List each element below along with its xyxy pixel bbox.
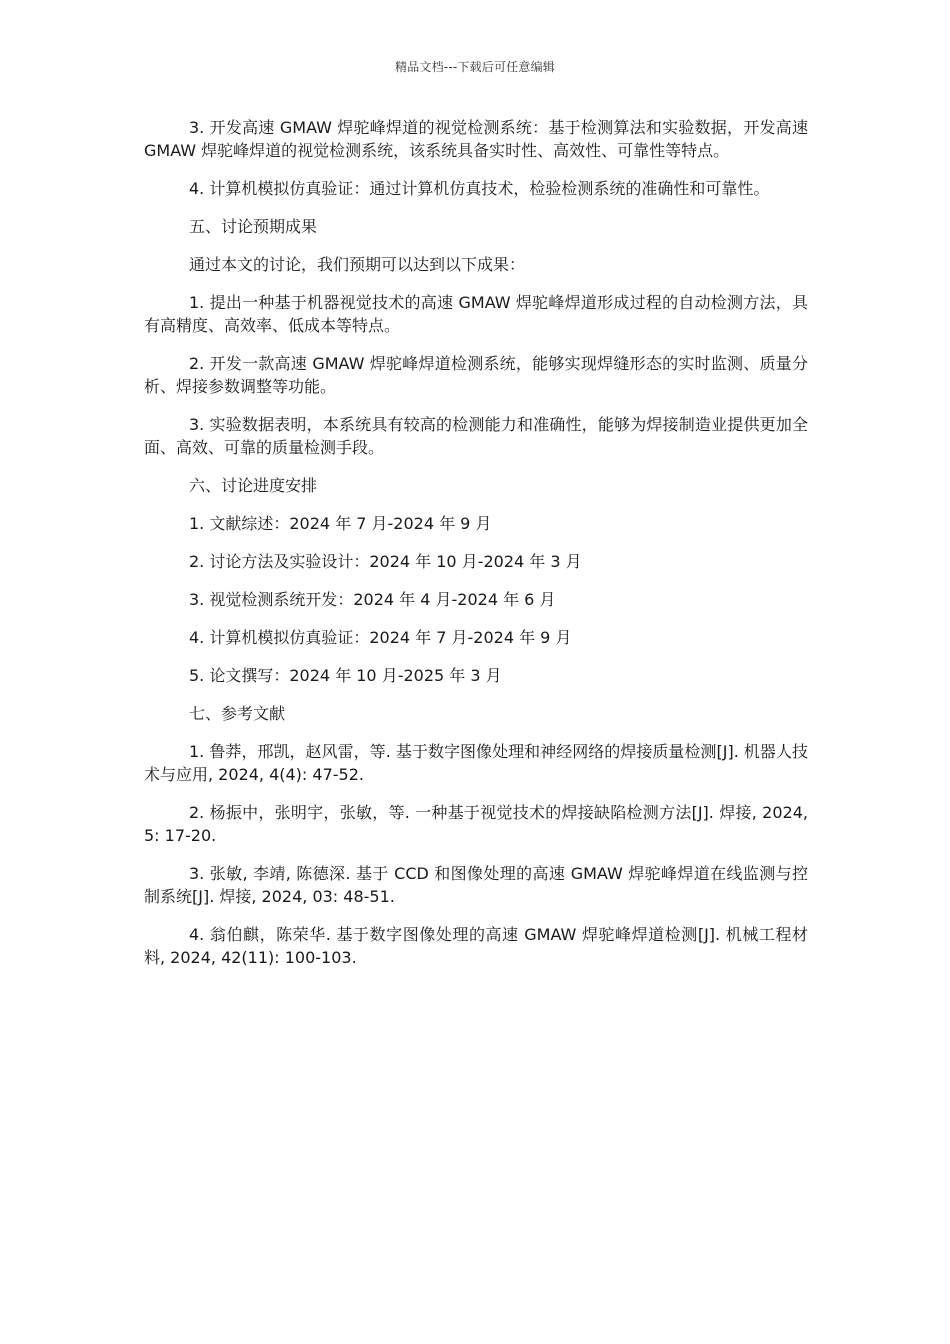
reference-item: 2. 杨振中，张明宇，张敏，等. 一种基于视觉技术的焊接缺陷检测方法[J]. 焊接, 2024, 5: 17-20. xyxy=(144,803,808,845)
schedule-item: 3. 视觉检测系统开发：2024 年 4 月-2024 年 6 月 xyxy=(189,590,556,609)
section-heading-schedule: 六、讨论进度安排 xyxy=(189,476,318,495)
schedule-item: 2. 讨论方法及实验设计：2024 年 10 月-2024 年 3 月 xyxy=(189,552,582,571)
list-item-simulation: 4. 计算机模拟仿真验证：通过计算机仿真技术，检验检测系统的准确性和可靠性。 xyxy=(189,179,770,198)
section-heading-references: 七、参考文献 xyxy=(189,704,286,723)
document-body xyxy=(144,116,808,984)
result-item: 3. 实验数据表明，本系统具有较高的检测能力和准确性，能够为焊接制造业提供更加全面、高效、可靠的质量检测手段。 xyxy=(144,415,808,457)
schedule-item: 5. 论文撰写：2024 年 10 月-2025 年 3 月 xyxy=(189,666,502,685)
intro-paragraph: 通过本文的讨论，我们预期可以达到以下成果： xyxy=(189,255,526,274)
section-heading-expected-results: 五、讨论预期成果 xyxy=(189,217,318,236)
result-item: 2. 开发一款高速 GMAW 焊驼峰焊道检测系统，能够实现焊缝形态的实时监测、质量分析、焊接参数调整等功能。 xyxy=(144,354,808,396)
reference-item: 4. 翁伯麒，陈荣华. 基于数字图像处理的高速 GMAW 焊驼峰焊道检测[J]. 机械工程材料, 2024, 42(11): 100-103. xyxy=(144,925,808,967)
reference-item: 3. 张敏, 李靖, 陈德深. 基于 CCD 和图像处理的高速 GMAW 焊驼峰焊道在线监测与控制系统[J]. 焊接, 2024, 03: 48-51. xyxy=(144,864,808,906)
page-header: 精品文档---下载后可任意编辑 xyxy=(395,60,555,74)
schedule-item: 4. 计算机模拟仿真验证：2024 年 7 月-2024 年 9 月 xyxy=(189,628,572,647)
schedule-item: 1. 文献综述：2024 年 7 月-2024 年 9 月 xyxy=(189,514,492,533)
result-item: 1. 提出一种基于机器视觉技术的高速 GMAW 焊驼峰焊道形成过程的自动检测方法，具有高精度、高效率、低成本等特点。 xyxy=(144,293,808,335)
reference-item: 1. 鲁莽，邢凯，赵风雷，等. 基于数字图像处理和神经网络的焊接质量检测[J]. 机器人技术与应用, 2024, 4(4): 47-52. xyxy=(144,742,808,784)
list-item-develop-system: 3. 开发高速 GMAW 焊驼峰焊道的视觉检测系统：基于检测算法和实验数据，开发高速 GMAW 焊驼峰焊道的视觉检测系统，该系统具备实时性、高效性、可靠性等特点。 xyxy=(144,118,808,160)
